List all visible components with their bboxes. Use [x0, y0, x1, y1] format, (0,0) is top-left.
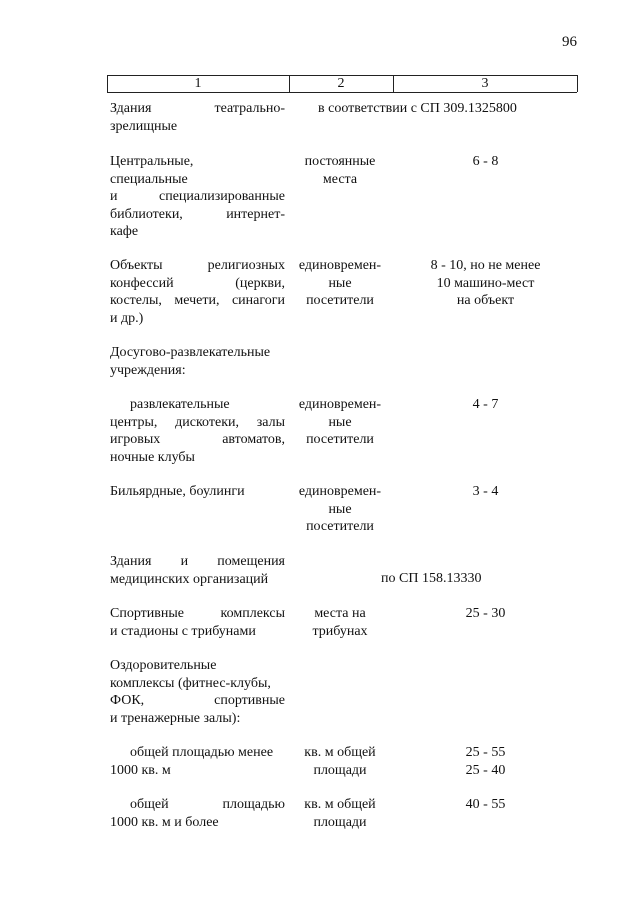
line: на объект [456, 293, 515, 308]
row-8-name [110, 605, 285, 640]
line: постоянные [304, 154, 376, 169]
row-11-value [398, 796, 573, 814]
word: Здания [110, 101, 152, 116]
line: общей площадью менее [130, 745, 274, 760]
line: комплексы (фитнес-клубы, [110, 675, 271, 691]
word: Здания [110, 554, 152, 569]
line: и др.) [110, 310, 144, 326]
line: кафе [110, 224, 139, 239]
row-10-name [110, 744, 285, 779]
line: учреждения: [110, 362, 186, 378]
line: Центральные, [110, 154, 194, 169]
word: и [180, 554, 189, 569]
line: 6 - 8 [472, 154, 499, 169]
row-3-unit [291, 257, 389, 310]
row-3-name [110, 257, 285, 327]
row-7-name [110, 553, 285, 588]
line: трибунах [312, 623, 368, 639]
word: площадью [222, 797, 285, 812]
word: Объекты [110, 258, 163, 273]
word: Спортивные [110, 606, 184, 621]
header-col-3: 3 [481, 76, 489, 91]
row-6-unit [291, 483, 389, 536]
row-1-span-text: в соответствии с СП 309.1325800 [318, 101, 517, 116]
line: 40 - 55 [465, 797, 506, 812]
line: 10 машино-мест [436, 275, 535, 291]
page-number: 96 [562, 34, 577, 50]
row-8-value [398, 605, 573, 623]
word: театрально- [214, 101, 285, 116]
row-10-unit [291, 744, 389, 779]
line: 8 - 10, но не менее [430, 258, 541, 273]
row-5-unit [291, 396, 389, 449]
line: и стадионы с трибунами [110, 623, 256, 639]
word: автоматов, [222, 432, 285, 447]
word: дискотеки, [175, 414, 239, 430]
word: религиозных [207, 258, 285, 273]
row-7-span-text: по СП 158.13330 [381, 571, 482, 586]
line: ночные клубы [110, 449, 195, 465]
row-1-name [110, 100, 285, 135]
row-11-name [110, 796, 285, 831]
word: общей [130, 797, 169, 812]
line: и тренажерные залы): [110, 710, 241, 726]
line: 1000 кв. м и более [110, 814, 219, 830]
line: специальные [110, 171, 188, 187]
line: посетители [306, 519, 374, 534]
line: 25 - 40 [465, 762, 506, 778]
line: зрелищные [110, 118, 178, 134]
row-9-name [110, 657, 285, 727]
line: 1000 кв. м [110, 762, 171, 778]
line: развлекательные [130, 397, 230, 412]
row-2-unit [291, 153, 389, 188]
header-divider [577, 75, 578, 92]
line: Оздоровительные [110, 658, 217, 673]
row-5-value [398, 396, 573, 414]
row-6-value [398, 483, 573, 501]
row-4-name [110, 344, 285, 379]
line: единовремен- [298, 484, 382, 499]
line: кв. м общей [304, 797, 376, 812]
word: помещения [217, 554, 285, 569]
word: спортивные [214, 693, 285, 708]
line: Досугово-развлекательные [110, 345, 271, 360]
word: синагоги [231, 293, 285, 308]
line: 25 - 30 [465, 606, 506, 621]
line: посетители [306, 432, 374, 447]
header-col-1: 1 [194, 76, 202, 91]
line: ные [328, 414, 352, 430]
header-col-2: 2 [337, 76, 345, 91]
line: медицинских организаций [110, 571, 269, 587]
row-6-name [110, 483, 285, 501]
word: интернет- [226, 206, 285, 222]
line: ные [328, 275, 352, 291]
word: мечети, [174, 293, 220, 308]
line: Бильярдные, боулинги [110, 484, 245, 499]
word: (церкви, [235, 275, 285, 291]
line: 25 - 55 [465, 745, 506, 760]
line: единовремен- [298, 397, 382, 412]
row-3-value [398, 257, 573, 310]
word: ФОК, [110, 693, 145, 708]
word: игровых [110, 432, 161, 447]
line: 4 - 7 [472, 397, 499, 412]
row-8-unit [291, 605, 389, 640]
row-2-value [398, 153, 573, 171]
line: площади [313, 814, 367, 830]
word: костелы, [110, 293, 162, 308]
line: посетители [306, 293, 374, 308]
line: ные [328, 501, 352, 517]
word: и [110, 189, 118, 204]
row-2-name [110, 153, 285, 241]
word: библиотеки, [110, 206, 183, 222]
row-5-name [110, 396, 285, 466]
line: единовремен- [298, 258, 382, 273]
word: залы [256, 414, 285, 430]
line: кв. м общей [304, 745, 376, 760]
word: конфессий [110, 275, 174, 291]
line: места [322, 171, 358, 187]
header-bottom-rule [107, 92, 577, 93]
line: 3 - 4 [472, 484, 499, 499]
word: центры, [110, 414, 158, 430]
word: специализированные [159, 189, 285, 204]
line: места на [314, 606, 366, 621]
row-10-value [398, 744, 573, 779]
line: площади [313, 762, 367, 778]
word: комплексы [220, 606, 285, 621]
row-11-unit [291, 796, 389, 831]
